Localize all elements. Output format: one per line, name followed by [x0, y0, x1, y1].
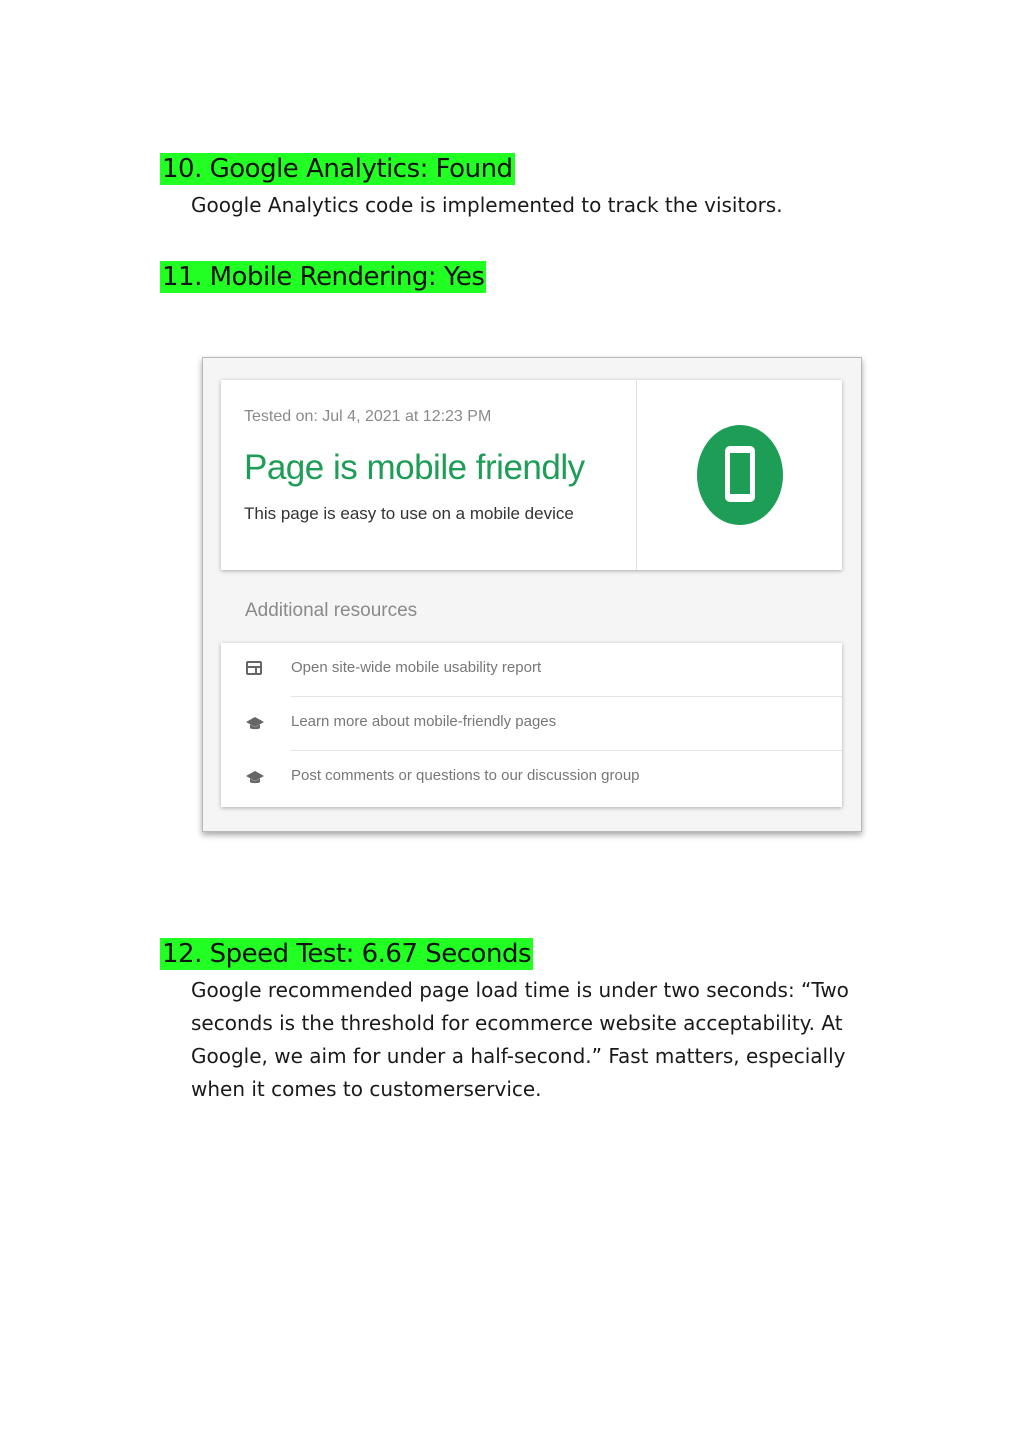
resource-label: Post comments or questions to our discussion group: [291, 767, 640, 784]
dashboard-icon: [246, 661, 262, 675]
result-title: Page is mobile friendly: [244, 448, 585, 487]
additional-resources-title: Additional resources: [245, 600, 418, 621]
resource-label: Open site-wide mobile usability report: [291, 659, 542, 676]
tested-on-text: Tested on: Jul 4, 2021 at 12:23 PM: [244, 408, 492, 425]
resources-list: [221, 643, 842, 807]
section-10-text: Google Analytics code is implemented to track the visitors.: [191, 193, 783, 217]
resource-item-learn-more[interactable]: [221, 697, 842, 751]
section-10-heading: 10. Google Analytics: Found: [162, 154, 513, 184]
result-card: [221, 380, 842, 570]
resource-label: Learn more about mobile-friendly pages: [291, 713, 557, 730]
resource-item-usability-report[interactable]: [221, 643, 842, 697]
section-11-heading: 11. Mobile Rendering: Yes: [162, 262, 485, 292]
result-subtitle: This page is easy to use on a mobile device: [244, 504, 574, 523]
graduation-cap-icon: [245, 714, 265, 734]
section-12-heading: 12. Speed Test: 6.67 Seconds: [162, 939, 531, 969]
resource-item-discussion-group[interactable]: [221, 751, 842, 805]
mobile-friendly-test-screenshot: [202, 357, 862, 832]
section-12-text: Google recommended page load time is under two seconds: “Two seconds is the threshold for ecommerce website acceptability. At Google, we aim for under a half-second.” Fast matters, especially when it comes to customerservice.: [191, 978, 849, 1101]
graduation-cap-icon: [245, 768, 265, 788]
card-divider: [636, 380, 637, 570]
phone-icon: [697, 425, 783, 525]
